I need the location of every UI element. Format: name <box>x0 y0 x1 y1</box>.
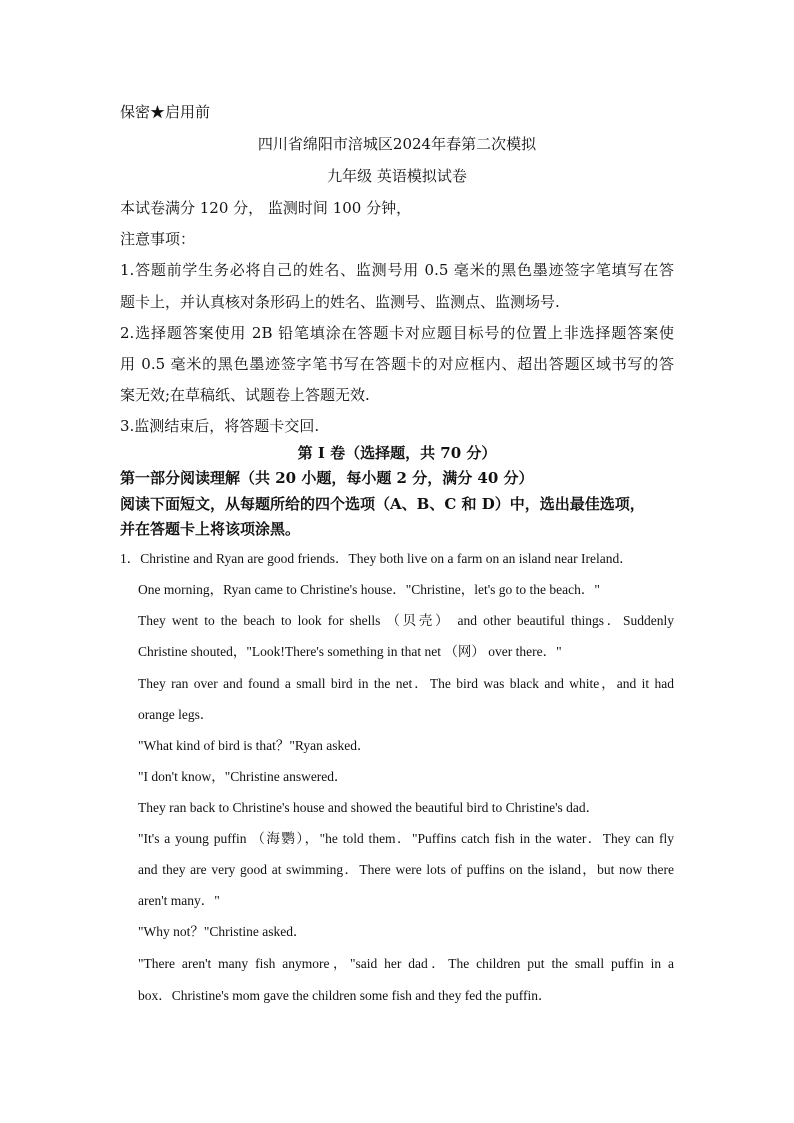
exam-info: 本试卷满分 120 分， 监测时间 100 分钟， <box>120 199 412 217</box>
passage-line: 1．Christine and Ryan are good friends．They both live on a farm on an island near Ireland． <box>120 551 633 566</box>
passage-line: "Why not？"Christine asked． <box>138 924 307 939</box>
passage-line: Christine shouted，"Look!There's something in that net （网） over there．" <box>138 644 562 659</box>
passage-line: and they are very good at swimming．There were lots of puffins on the island，but now there <box>138 862 674 877</box>
note-line: 1.答题前学生务必将自己的姓名、监测号用 0.5 毫米的黑色墨迹签字笔填写在答 <box>120 261 674 279</box>
passage-line: box．Christine's mom gave the children some fish and they fed the puffin． <box>138 988 552 1003</box>
passage-line: "There aren't many fish anymore，"said her dad．The children put the small puffin in a <box>138 956 674 971</box>
exam-subtitle: 九年级 英语模拟试卷 <box>327 167 467 185</box>
note-line: 案无效;在草稿纸、试题卷上答题无效. <box>120 386 370 404</box>
passage-line: They went to the beach to look for shells （贝壳） and other beautiful things．Suddenly <box>138 613 674 628</box>
confidential-label: 保密★启用前 <box>120 103 211 121</box>
note-line: 3.监测结束后，将答题卡交回. <box>120 417 320 435</box>
passage-line: "It's a young puffin （海鹦），"he told them．"Puffins catch fish in the water．They can fly <box>138 831 674 846</box>
passage-line: orange legs． <box>138 707 214 722</box>
exam-title: 四川省绵阳市涪城区2024年春第二次模拟 <box>257 135 537 153</box>
note-line: 2.选择题答案使用 2B 铅笔填涂在答题卡对应题目标号的位置上非选择题答案使 <box>120 324 674 342</box>
passage-line: aren't many．" <box>138 893 220 908</box>
instruction-line: 阅读下面短文，从每题所给的四个选项（A、B、C 和 D）中，选出最佳选项， <box>120 495 645 513</box>
passage-line: One morning，Ryan came to Christine's house．"Christine，let's go to the beach．" <box>138 582 600 597</box>
passage-line: They ran back to Christine's house and showed the beautiful bird to Christine's dad． <box>138 800 600 815</box>
part-title: 第一部分阅读理解（共 20 小题，每小题 2 分，满分 40 分） <box>120 469 534 487</box>
note-line: 题卡上，并认真核对条形码上的姓名、监测号、监测点、监测场号. <box>120 293 560 311</box>
notes-heading: 注意事项： <box>120 230 196 248</box>
passage-line: "What kind of bird is that？"Ryan asked． <box>138 738 371 753</box>
volume-title: 第 I 卷（选择题，共 70 分） <box>297 444 497 462</box>
instruction-line: 并在答题卡上将该项涂黑。 <box>120 520 301 538</box>
note-line: 用 0.5 毫米的黑色墨迹签字笔书写在答题卡的对应框内、超出答题区域书写的答 <box>120 355 674 373</box>
passage-line: "I don't know，"Christine answered． <box>138 769 348 784</box>
passage-line: They ran over and found a small bird in the net．The bird was black and white，and it had <box>138 676 674 691</box>
